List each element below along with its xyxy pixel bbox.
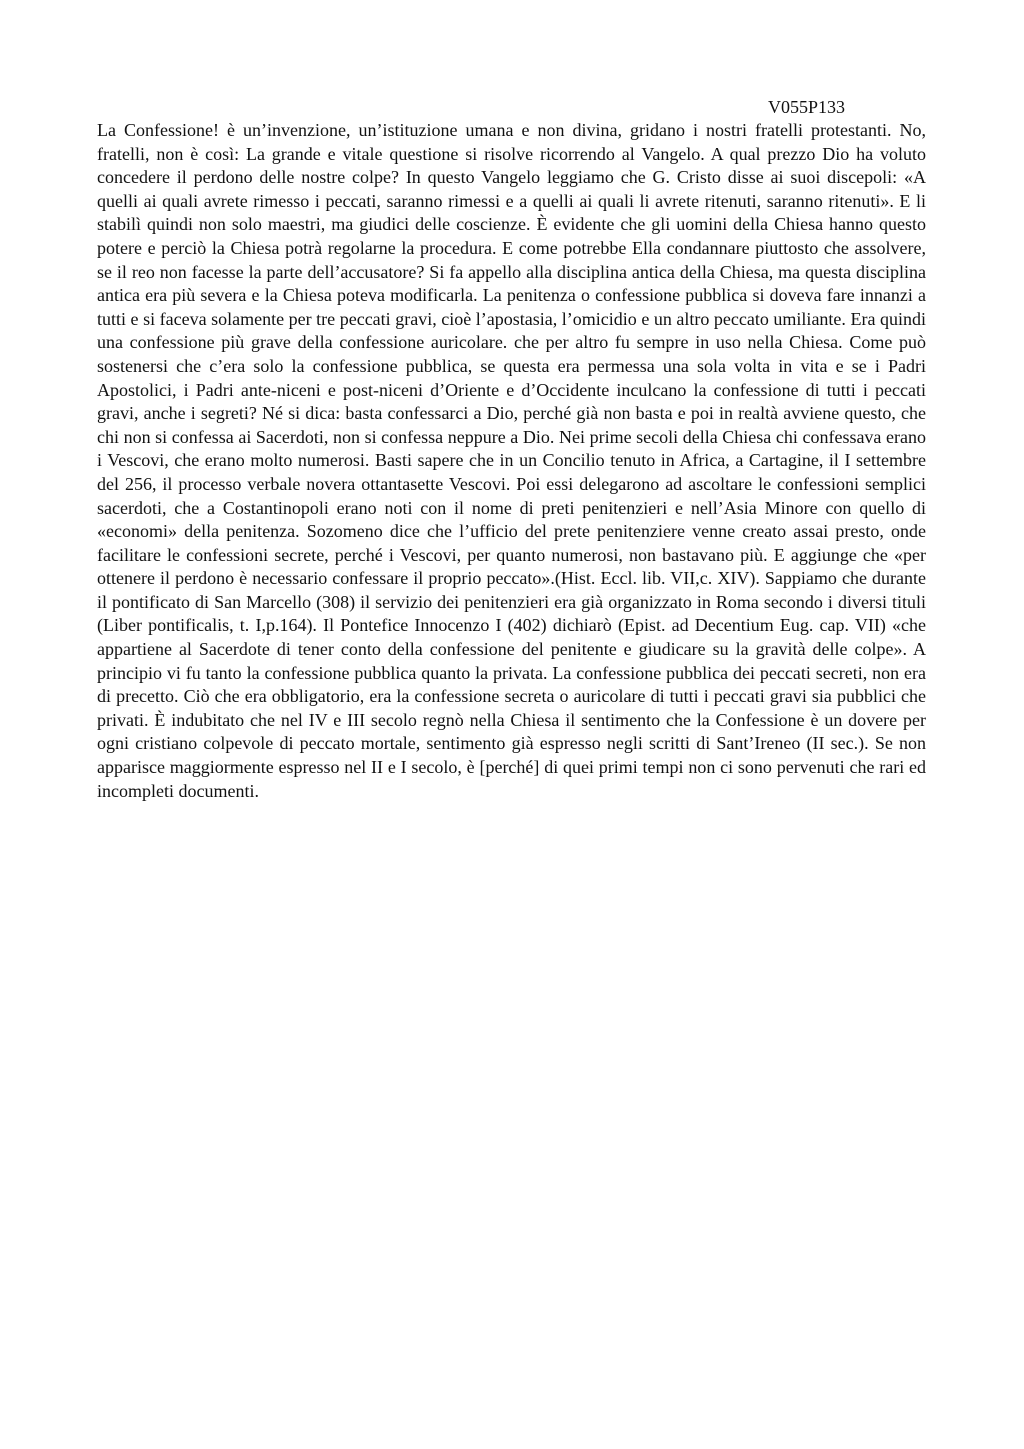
body-paragraph: La Confessione! è un’invenzione, un’istituzione umana e non divina, gridano i nostri fratelli protestanti. No, fratelli, non è così: La grande e vitale questione si risolve ricorrendo al Vangelo. A qual prezzo Dio ha voluto concedere il perdono delle nostre colpe? In questo Vangelo leggiamo che G. Cristo disse ai suoi discepoli: «A quelli ai quali avrete rimesso i peccati, saranno rimessi e a quelli ai quali li avrete ritenuti, saranno ritenuti». E li stabilì quindi non solo maestri, ma giudici delle coscienze. È evidente che gli uomini della Chiesa hanno questo potere e perciò la Chiesa potrà regolarne la procedura. E come potrebbe Ella condannare piuttosto che assolvere, se il reo non facesse la parte dell’accusatore? Si fa appello alla disciplina antica della Chiesa, ma questa disciplina antica era più severa e la Chiesa poteva modificarla. La penitenza o confessione pubblica si doveva fare innanzi a tutti e si faceva solamente per tre peccati gravi, cioè l’apostasia, l’omicidio e un altro peccato umiliante. Era quindi una confessione più grave della confessione auricolare. che per altro fu sempre in uso nella Chiesa. Come può sostenersi che c’era solo la confessione pubblica, se questa era permessa una sola volta in vita e se i Padri Apostolici, i Padri ante-niceni e post-niceni d’Oriente e d’Occidente inculcano la confessione di tutti i peccati gravi, anche i segreti? Né si dica: basta confessarci a Dio, perché già non basta e poi in realtà avviene questo, che chi non si confessa ai Sacerdoti, non si confessa neppure a Dio. Nei prime secoli della Chiesa chi confessava erano i Vescovi, che erano molto numerosi. Basti sapere che in un Concilio tenuto in Africa, a Cartagine, il I settembre del 256, il processo verbale novera ottantasette Vescovi. Poi essi delegarono ad ascoltare le confessioni semplici sacerdoti, che a Costantinopoli erano noti con il nome di preti penitenzieri e nell’Asia Minore con quello di «economi» della penitenza. Sozomeno dice che l’ufficio del prete penitenziere venne creato assai presto, onde facilitare le confessioni secrete, perché i Vescovi, per quanto numerosi, non bastavano più. E aggiunge che «per ottenere il perdono è necessario confessare il proprio peccato».(Hist. Eccl. lib. VII,c. XIV). Sappiamo che durante il pontificato di San Marcello (308) il servizio dei penitenzieri era già organizzato in Roma secondo i diversi tituli (Liber pontificalis, t. I,p.164). Il Pontefice Innocenzo I (402) dichiarò (Epist. ad Decentium Eug. cap. VII) «che appartiene al Sacerdote di tener conto della confessione del penitente e giudicare su la gravità delle colpe». A principio vi fu tanto la confessione pubblica quanto la privata. La confessione pubblica dei peccati secreti, non era di precetto. Ciò che era obbligatorio, era la confessione secreta o auricolare di tutti i peccati gravi sia pubblici che privati. È indubitato che nel IV e III secolo regnò nella Chiesa il sentimento che la Confessione è un dovere per ogni cristiano colpevole di peccato mortale, sentimento già espresso negli scritti di Sant’Ireneo (II sec.). Se non apparisce maggiormente espresso nel II e I secolo, è [perché] di quei primi tempi non ci sono pervenuti che rari ed incompleti documenti. — [97, 120, 926, 801]
page-identifier: V055P133 — [768, 97, 846, 117]
